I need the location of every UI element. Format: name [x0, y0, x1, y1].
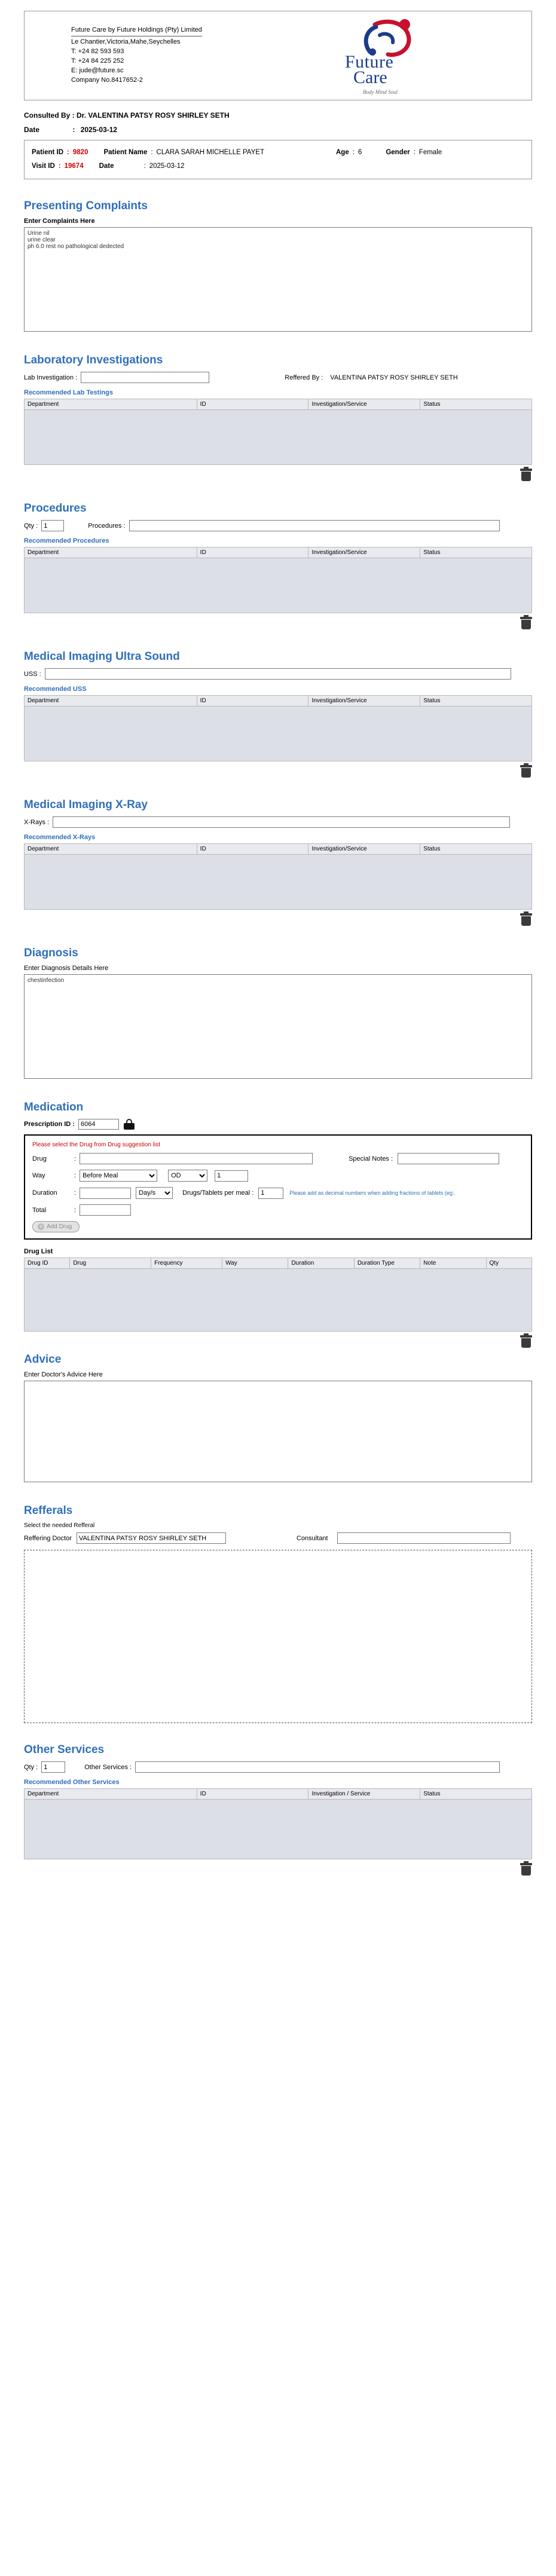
patient-gender-value: Female [418, 149, 442, 156]
patient-age-label: Age [335, 149, 349, 156]
lab-col-department: Department [25, 399, 197, 410]
consult-date-row [24, 126, 532, 134]
laboratory-investigations-title: Laboratory Investigations [24, 354, 163, 366]
lab-col-service: Investigation/Service [308, 399, 420, 410]
total-row [32, 1204, 524, 1216]
trash-icon[interactable] [520, 469, 532, 482]
drug-sep: : [74, 1155, 77, 1162]
consultant-label: Consultant [296, 1534, 328, 1542]
duration-label: Duration [32, 1189, 57, 1197]
way-row [32, 1170, 524, 1182]
procedures-table [24, 547, 532, 558]
recommended-other-services-label: Recommended Other Services [24, 1779, 120, 1786]
total-label: Total [32, 1206, 47, 1214]
clinic-header [24, 11, 532, 100]
patient-gender-sep: : [413, 149, 416, 156]
uss-table [24, 695, 532, 706]
way-sep: : [74, 1172, 77, 1179]
consulted-by-label: Consulted By : [24, 111, 75, 120]
uss-table-header-row [25, 696, 532, 706]
special-notes-label: Special Notes : [349, 1155, 393, 1162]
complaints-textarea[interactable] [24, 227, 532, 332]
advice-textarea[interactable] [24, 1381, 532, 1482]
logo-wordmark [345, 52, 398, 95]
procedures-table-body [24, 558, 532, 613]
other-services-body [24, 1800, 532, 1859]
procedures-input[interactable] [129, 520, 500, 531]
uss-col-id: ID [197, 696, 308, 706]
reffering-doctor-label: Reffering Doctor [24, 1534, 72, 1542]
drug-input[interactable] [80, 1153, 313, 1164]
recommended-xrays-label: Recommended X-Rays [24, 834, 96, 841]
per-meal-input[interactable] [258, 1188, 283, 1199]
lab-delete-row [24, 469, 532, 482]
medical-imaging-uss-title: Medical Imaging Ultra Sound [24, 650, 180, 663]
lab-input-row [24, 372, 532, 383]
patient-id-label: Patient ID [32, 149, 64, 156]
uss-input[interactable] [45, 668, 511, 680]
uss-col-department: Department [25, 696, 197, 706]
procedures-qty-input[interactable] [41, 520, 64, 531]
add-drug-label: Add Drug [47, 1223, 72, 1230]
lab-table-header-row [25, 399, 532, 410]
clinic-tel2: T: +24 84 225 252 [71, 57, 124, 65]
consult-date-label: Date [24, 126, 40, 134]
procedures-table-header-row [25, 547, 532, 558]
diagnosis-sub-label: Enter Diagnosis Details Here [24, 965, 109, 972]
patient-id-sep: : [67, 149, 69, 156]
consult-date-sep: : [72, 126, 75, 134]
clinic-info [35, 20, 202, 85]
drug-list-header-row [25, 1258, 532, 1269]
drug-col-qty: Qty [486, 1258, 531, 1269]
lab-referred-by-label: Reffered By : [285, 374, 323, 381]
procedures-col-id: ID [197, 547, 308, 558]
clinic-tel1: T: +24 82 593 593 [71, 47, 124, 55]
complaints-sub-label: Enter Complaints Here [24, 218, 95, 225]
diagnosis-textarea[interactable] [24, 974, 532, 1079]
drug-col-frequency: Frequency [151, 1258, 222, 1269]
prescription-page [0, 11, 556, 1900]
other-services-header-row [25, 1789, 532, 1800]
xray-table [24, 843, 532, 855]
special-notes-input[interactable] [398, 1153, 499, 1164]
xray-table-body [24, 855, 532, 910]
duration-unit-select[interactable] [136, 1187, 173, 1199]
recommended-procedures-label: Recommended Procedures [24, 537, 109, 544]
frequency-select[interactable] [168, 1170, 207, 1182]
drug-col-note: Note [420, 1258, 486, 1269]
advice-title: Advice [24, 1353, 62, 1366]
uss-col-service: Investigation/Service [308, 696, 420, 706]
drug-delete-row [24, 1335, 532, 1348]
way-select[interactable] [80, 1170, 157, 1182]
clinic-name: Future Care by Future Holdings (Pty) Limited [71, 26, 202, 36]
xray-field-label: X-Rays : [24, 818, 50, 826]
duration-sep: : [74, 1189, 77, 1197]
xray-col-service: Investigation/Service [308, 844, 420, 855]
trash-icon[interactable] [520, 1863, 532, 1876]
xray-col-department: Department [25, 844, 197, 855]
lab-col-id: ID [197, 399, 308, 410]
trash-icon[interactable] [520, 913, 532, 926]
decimal-note: Please add as decimal numbers when adding fractions of tablets (eg:. [289, 1190, 456, 1196]
patient-info-row-2 [32, 160, 524, 173]
xray-table-header-row [25, 844, 532, 855]
reffering-doctor-input[interactable] [77, 1532, 226, 1544]
other-col-status: Status [420, 1789, 532, 1800]
visit-date-label: Date [99, 163, 114, 170]
patient-name-label: Patient Name [103, 149, 148, 156]
advice-sub-label: Enter Doctor's Advice Here [24, 1371, 103, 1378]
drug-label: Drug [32, 1155, 47, 1162]
total-input[interactable] [80, 1204, 131, 1216]
lab-investigation-label: Lab Investigation : [24, 374, 78, 381]
refferals-sub-label: Select the needed Refferal [24, 1522, 95, 1529]
uss-field-label: USS : [24, 670, 41, 678]
trash-icon[interactable] [520, 617, 532, 630]
add-drug-button[interactable] [32, 1221, 80, 1232]
consultant-input[interactable] [337, 1532, 511, 1544]
other-services-field-label: Other Services : [84, 1763, 132, 1771]
xray-delete-row [24, 913, 532, 926]
procedures-input-row [24, 520, 532, 531]
plus-icon: + [38, 1223, 44, 1230]
patient-age-value: 6 [358, 149, 362, 156]
future-care-logo [328, 17, 442, 95]
procedures-col-service: Investigation/Service [308, 547, 420, 558]
prescription-id-label: Prescription ID : [24, 1121, 75, 1128]
drug-col-duration: Duration [288, 1258, 354, 1269]
lab-investigation-input[interactable] [81, 372, 209, 383]
consult-date-value: 2025-03-12 [80, 126, 118, 134]
way-label: Way [32, 1172, 45, 1179]
clinic-email: E: jude@future.sc [71, 66, 124, 74]
recommended-lab-testings-label: Recommended Lab Testings [24, 389, 113, 396]
procedures-field-label: Procedures : [88, 522, 126, 530]
total-sep: : [74, 1206, 77, 1214]
visit-date-value: 2025-03-12 [149, 163, 185, 170]
presenting-complaints-title: Presenting Complaints [24, 200, 148, 212]
other-services-table [24, 1788, 532, 1800]
refferals-title: Refferals [24, 1504, 73, 1517]
logo-future-text: Future [345, 52, 394, 72]
consulted-by-value: Dr. VALENTINA PATSY ROSY SHIRLEY SETH [77, 111, 230, 120]
trash-icon[interactable] [520, 765, 532, 778]
other-col-department: Department [25, 1789, 197, 1800]
drug-row [32, 1153, 524, 1164]
duration-input[interactable] [80, 1188, 131, 1199]
patient-name-sep: : [151, 149, 153, 156]
logo-care-text: Care [353, 68, 387, 87]
patient-gender-label: Gender [386, 149, 410, 156]
trash-icon[interactable] [520, 1335, 532, 1348]
refferals-input-row [24, 1532, 532, 1544]
drug-list-body [24, 1269, 532, 1332]
recommended-uss-label: Recommended USS [24, 686, 87, 693]
patient-name-value: CLARA SARAH MICHELLE PAYET [156, 149, 264, 156]
consulted-by-row [24, 111, 532, 120]
procedures-qty-label: Qty : [24, 522, 38, 530]
prescription-id-row [24, 1119, 532, 1130]
other-services-input-row [24, 1761, 532, 1773]
lab-table-body [24, 410, 532, 465]
xray-input[interactable] [53, 816, 510, 828]
patient-id-value: 9820 [72, 149, 88, 156]
visit-id-sep: : [58, 163, 61, 170]
patient-info-box [24, 140, 532, 179]
patient-info-row-1 [32, 146, 524, 160]
procedures-col-status: Status [420, 547, 532, 558]
lab-col-status: Status [420, 399, 532, 410]
refferals-canvas[interactable] [24, 1550, 532, 1723]
medication-warning: Please select the Drug from Drug suggestion list [32, 1142, 160, 1148]
uss-table-body [24, 706, 532, 761]
prescription-id-input[interactable] [78, 1119, 119, 1130]
other-services-qty-label: Qty : [24, 1763, 38, 1771]
drug-col-drug: Drug [70, 1258, 151, 1269]
visit-id-label: Visit ID [32, 163, 55, 170]
logo-tagline: Body Mind Soul [363, 89, 398, 95]
procedures-col-department: Department [25, 547, 197, 558]
per-meal-label: Drugs/Tablets per meal : [182, 1189, 254, 1197]
other-services-title: Other Services [24, 1743, 105, 1756]
visit-id-value: 19674 [64, 163, 84, 170]
uss-input-row [24, 668, 532, 680]
medical-imaging-xray-title: Medical Imaging X-Ray [24, 799, 148, 811]
medication-title: Medication [24, 1101, 84, 1113]
drug-col-id: Drug ID [25, 1258, 70, 1269]
other-services-input[interactable] [135, 1761, 500, 1773]
visit-date-sep: : [143, 163, 146, 170]
medication-panel [24, 1134, 532, 1240]
lab-referred-by-value: VALENTINA PATSY ROSY SHIRLEY SETH [330, 374, 458, 381]
drug-list-table [24, 1258, 532, 1269]
other-services-delete-row [24, 1863, 532, 1876]
drug-col-duration-type: Duration Type [354, 1258, 420, 1269]
xray-col-id: ID [197, 844, 308, 855]
procedures-delete-row [24, 617, 532, 630]
patient-age-sep: : [352, 149, 355, 156]
other-col-id: ID [197, 1789, 308, 1800]
add-drug-row [32, 1221, 524, 1232]
xray-input-row [24, 816, 532, 828]
duration-row [32, 1187, 524, 1199]
procedures-title: Procedures [24, 502, 87, 515]
clinic-address: Le Chantier,Victoria,Mahe,Seychelles [71, 38, 181, 45]
uss-delete-row [24, 765, 532, 778]
clinic-company-no: Company No.8417652-2 [71, 76, 143, 84]
other-services-qty-input[interactable] [41, 1761, 65, 1773]
frequency-count-input[interactable] [215, 1170, 248, 1182]
drug-list-label: Drug List [24, 1248, 53, 1255]
uss-col-status: Status [420, 696, 532, 706]
diagnosis-title: Diagnosis [24, 947, 78, 959]
xray-col-status: Status [420, 844, 532, 855]
other-col-service: Investigation / Service [308, 1789, 420, 1800]
lock-icon[interactable] [123, 1119, 136, 1130]
lab-results-table [24, 399, 532, 410]
drug-col-way: Way [222, 1258, 288, 1269]
